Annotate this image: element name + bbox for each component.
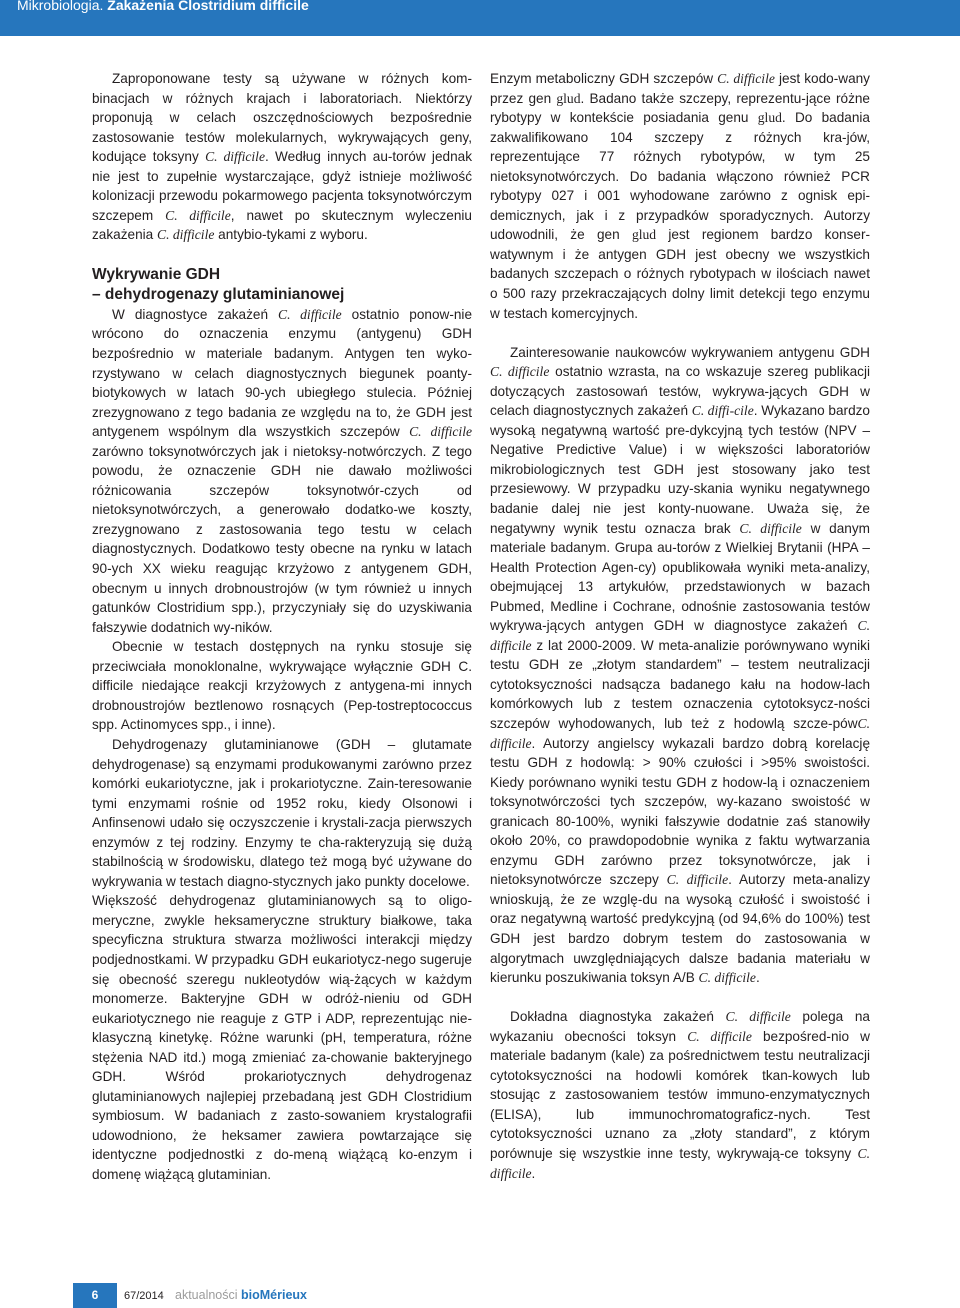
species-name: C. difficile <box>205 149 265 165</box>
species-name: C. difficile <box>490 1145 870 1181</box>
text-run: Zaproponowane testy są używane w różnych kom-binacjach w różnych krajach i laboratoriach. Niektórzy proponują w celach oszczędnościowych bezpośrednie zastosowanie testów molekularnych, wykrywających geny, kodujące toksyny <box>92 71 472 165</box>
spacer <box>490 323 870 343</box>
right-paragraph-3 <box>490 1007 870 1183</box>
text-run: bezpośred-nio w materiale badanym (kale) za pośrednictwem testu neutralizacji cytotoksyczności na hodowli komórek tkan-kowych lub stosując z zastosowaniem testów immuno-enzymatycznych (ELISA), lub immunochromatograficz-nych. Test cytotoksyczności uznano za „złoty standard”, z którym porównuje się wszystkie inne testy, wykrywają-ce toksyny <box>490 1028 870 1161</box>
left-paragraph-3 <box>92 637 472 735</box>
text-run: . <box>531 1165 536 1181</box>
section-title-line-2: – dehydrogenazy glutaminianowej <box>92 285 345 303</box>
left-paragraph-2 <box>92 305 472 637</box>
text-run: W diagnostyce zakażeń <box>112 306 279 322</box>
text-run: . Do badania zakwalifikowano 104 szczepy z różnych kra-jów, reprezentujące 77 różnych rybotypów, w tym 25 nietoksynotwórczych. Do badania włączono również PCR rybotypy 027 i 001 wyhodowane zarówno z ognisk epi-demicznych, jak i z przypadków sporadycznych. Autorzy udowodnili, że gen <box>490 110 870 243</box>
gene-name: glud <box>556 90 581 106</box>
text-run: antybio-tykami z wyboru. <box>214 227 368 243</box>
text-run: zarówno toksynotwórczych jak i nietoksy-notwórczych. Z tego powodu, że oznaczenie GDH nie dawało możliwości różnicowania szczepów toksynotwór-czych od nietoksynotwórczych, a generowało dodatko-we koszty, zrezygnowano z zastosowania tego testu w celach diagnostycznych. Dodatkowo testy obecne na rynku w latach 90-ych XX wieku reagując krzyżowo z antygenem GDH, obecnym u innych drobnoustrojów (w tym również u innych gatunków Clostridium spp.), przyczyniały się do uzyskiwania fałszywie dodatnich wy-ników. <box>92 443 472 635</box>
brand-part-2: bioMérieux <box>241 1288 308 1302</box>
issue-number: 67/2014 <box>124 1290 164 1302</box>
text-run: jest regionem bardzo konser-watywnym i że antygen GDH jest obecny we wszystkich badanych szczepach o różnych rybotypach w ilościach nawet o 500 razy przekraczających dolny limit detekcji tego enzymu w testach komercyjnych. <box>490 227 870 321</box>
running-header <box>0 0 960 36</box>
left-paragraph-4 <box>92 735 472 891</box>
left-paragraph-1 <box>92 69 472 245</box>
running-header-text <box>17 0 309 13</box>
header-topic: Zakażenia Clostridium difficile <box>107 0 309 13</box>
text-run: Obecnie w testach dostępnych na rynku stosuje się przeciwciała monoklonalne, wykrywające wyłącznie GDH C. difficile niedające reakcji krzyżowych z antygena-mi innych drobnoustrojów beztlenowo rosnących (Pep-tostreptococcus spp. Actinomyces spp., i inne). <box>92 639 472 733</box>
species-name: C. difficile <box>490 716 870 751</box>
text-run: z lat 2000-2009. W meta-analizie porównywano wyniki testu GDH ze „złotym standardem” – testem neutralizacji cytotoksyczności nadsącza badanego kału na hodow-lach komórkowych lub z testem oznaczenia cytotoksycz-ności szczepów wyhodowanych, lub też z hodowlą szcze-pów <box>490 637 870 731</box>
species-name: C. difficile <box>409 424 473 440</box>
text-run: w danym materiale badanym. Grupa au-torów z Wielkiej Brytanii (HPA – Health Protection Agen-cy) opublikowała wyniki meta-analizy, obejmującej 13 artykułów, przedstawionych w bazach Pubmed, Medline i Cochrane, odnośnie zastosowania testów wykrywa-jących antygen GDH w diagnostyce zakażeń <box>490 520 870 634</box>
text-run: jest kodo-wany przez gen <box>490 71 870 106</box>
species-name: C. difficile <box>278 306 342 322</box>
species-name: C. difficile <box>717 71 775 86</box>
species-name: C. difficile <box>725 1009 791 1025</box>
text-run: . <box>755 970 760 986</box>
text-run: Dehydrogenazy glutaminianowe (GDH – glutamate dehydrogenase) są enzymami produkowanymi zarówno przez komórki eukariotyczne, jak i prokariotyczne. Zain-teresowanie tymi enzymami rośnie od 1952 roku, kiedy Olsonowi i Anfinsenowi udało się oczyszczenie i krystali-zacja pierwszych enzymów z tej rodziny. Enzymy te cha-rakteryzują się dużą stabilnością w środowisku, dlatego też mogą być używane do wykrywania w testach diagno-stycznych jako punkty docelowe. <box>92 736 472 889</box>
spacer <box>490 988 870 1008</box>
text-run: . Badano także szczepy, reprezentu-jące różne rybotypy w kontekście posiadania genu <box>490 90 870 126</box>
species-name: C. difficile <box>490 618 870 653</box>
text-run: ostatnio ponow-nie wrócono do oznaczenia enzymu (antygenu) GDH bezpośrednio w materiale badanym. Antygen ten wyko-rzystywano w celach diagnostycznych biegunek poanty-biotykowych w latach 90-ych ubiegłego stulecia. Później zrezygnowano z tego badania ze względu na to, że GDH jest antygenem wspólnym dla wszystkich szczepów <box>92 306 473 440</box>
text-run: ostatnio wzrasta, na co wskazuje szereg publikacji dotyczących zastosowań testów, wykrywa-jących GDH w celach diagnostycznych zakażeń <box>490 364 871 419</box>
header-subject: Mikrobiologia. <box>17 0 108 13</box>
right-paragraph-1 <box>490 69 870 323</box>
species-name: C. difficile <box>165 207 231 223</box>
species-name: C. difficile <box>739 520 802 536</box>
publication-brand <box>175 1287 307 1303</box>
text-run: Enzym metaboliczny GDH szczepów <box>490 71 718 86</box>
text-run: , nawet po skutecznym wyleczeniu zakażenia <box>92 207 472 243</box>
text-run: . Autorzy angielscy wykazali bardzo dobrą korelację testu GDH z hodowlą: > 90% czułości i >95% swoistości. Kiedy porównano wyniki testu GDH z hodow-lą i oznaczeniem toksynotwórczości tych szczepów, wy-kazano swoistość w granicach 80-100%, wyniki fałszywie dodatnie zaś stanowiły około 20%, co prawdopodobnie wynika z faktu wytwarzania enzymu GDH zarówno przez toksynotwórcze, jak i nietoksynotwórcze szczepy <box>490 735 870 888</box>
gene-name: glud <box>757 110 782 126</box>
text-run: . Wykazano bardzo wysoką negatywną wartość pre-dykcyjną tych testów (NPV – Negative Predictive Value) i w większości laboratoriów mikrobiologicznych test GDH jest stosowany jako test przesiewowy. W przypadku uzy-skania wyniku negatywnego badanie dalej nie jest konty-nuowane. Uważa się, że negatywny wynik testu oznacza brak <box>490 403 870 536</box>
brand-part-1: aktualności <box>175 1288 242 1302</box>
page-number: 6 <box>73 1283 117 1308</box>
text-run: Dokładna diagnostyka zakażeń <box>510 1009 726 1025</box>
left-paragraph-5 <box>92 891 472 1184</box>
gene-name: glud <box>631 227 657 243</box>
right-paragraph-2 <box>490 343 870 988</box>
species-name: C. difficile <box>157 227 215 243</box>
spacer <box>92 245 472 265</box>
text-run: polega na wykazaniu obecności toksyn <box>490 1009 870 1044</box>
text-run: Większość dehydrogenaz glutaminianowych są to oligo-meryczne, zwykle heksamerycznе struktury białkowe, taka specyficzna struktura stwarza możliwości interakcji między podjednostkami. W przypadku GDH eukariotycz-nego sugeruje się obecność szeregu nukleotydów wią-żących w każdym monomerze. Bakteryjne GDH w odróż-nieniu od GDH eukariotycznego nie reaguje z GTP i ADP, reprezentując nie-klasyczną kinetykę. Różne warunki (pH, temperatura, różne stężenia NAD itd.) mogą zmieniać za-chowanie bakteryjnego GDH. Wśród prokariotycznych dehydrogenaz glutaminianowych najlepiej przebadaną jest GDH Clostridium symbiosum. W badaniach z zasto-sowaniem krystalografii udowodniono, że heksamer zawiera powtarzające się identyczne podjednostki z do-meną wiążącą ko-enzym i domenę wiążącą glutaminian. <box>92 893 472 1182</box>
species-name: C. difficile <box>687 1028 752 1044</box>
text-run: . Autorzy meta-analizy wnioskują, że ze wzglę-du na wysoką czułość i swoistość i oraz negatywną wartość predykcyjną (od 94,6% do 100%) test GDH jest bardzo dobrym testem do zastosowania w algorytmach uwzględniających dalsze badania materiału w kierunku poszukiwania toksyn A/B <box>490 872 870 986</box>
text-run: Zainteresowanie naukowców wykrywaniem antygenu GDH <box>510 344 870 360</box>
species-name: C. diffi-cile <box>691 403 754 419</box>
species-name: C. difficile <box>698 970 756 986</box>
left-column <box>92 69 472 1185</box>
section-title-line-1: Wykrywanie GDH <box>92 265 221 283</box>
text-run: . Według innych au-torów jednak nie jest to zupełnie wystarczające, gdyż istnieje możliwość kolonizacji przewodu pokarmowego pacjenta toksynotwórczym szczepem <box>92 149 472 223</box>
species-name: C. difficile <box>666 872 729 888</box>
right-column <box>490 69 870 1183</box>
species-name: C. difficile <box>490 364 550 380</box>
